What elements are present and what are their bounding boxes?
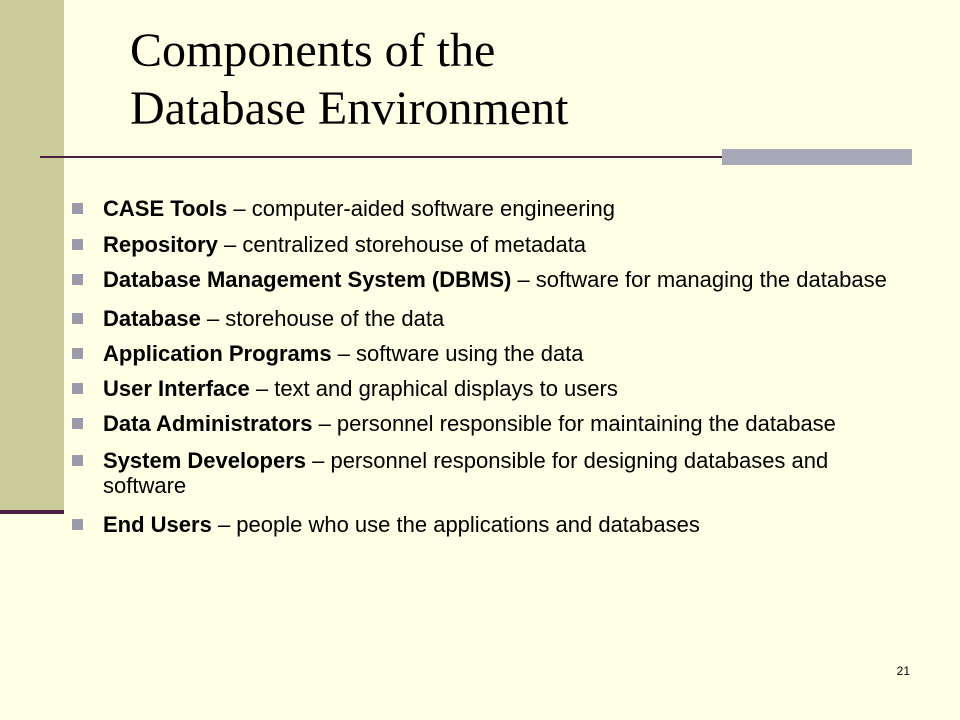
square-bullet-icon [72,383,83,394]
component-term: Application Programs [103,341,332,366]
component-description: – centralized storehouse of metadata [217,232,587,257]
square-bullet-icon [72,418,83,429]
component-term: System Developers [103,448,306,473]
component-term: Data Administrators [103,411,313,436]
component-description: – personnel responsible for maintaining the database [312,411,836,436]
component-term: Repository [103,232,218,257]
slide-title-line-1: Components of the [130,24,496,77]
component-term: Database Management System (DBMS) [103,267,512,292]
component-description: – software for managing the database [511,267,887,292]
component-term: CASE Tools [103,196,228,221]
square-bullet-icon [72,455,83,466]
square-bullet-icon [72,274,83,285]
list-item [72,376,902,401]
component-description: – computer-aided software engineering [227,196,615,221]
component-list [72,196,902,537]
list-item [72,196,902,221]
page-number: 21 [896,664,910,678]
component-description: – storehouse of the data [200,306,445,331]
square-bullet-icon [72,239,83,250]
list-item [72,341,902,366]
slide-title [130,22,890,138]
square-bullet-icon [72,203,83,214]
list-item [72,448,902,498]
component-description: – people who use the applications and databases [211,512,700,537]
left-decorative-bar [0,0,64,512]
component-term: End Users [103,512,212,537]
square-bullet-icon [72,519,83,530]
list-item [72,232,902,257]
component-description: – text and graphical displays to users [249,376,618,401]
component-description: – personnel responsible for designing databases and software [103,448,829,498]
slide-title-line-2: Database Environment [130,82,569,135]
list-item [72,267,902,292]
title-accent-bar [722,149,912,165]
component-description: – software using the data [331,341,584,366]
list-item [72,411,902,436]
square-bullet-icon [72,348,83,359]
component-term: User Interface [103,376,250,401]
component-term: Database [103,306,201,331]
list-item [72,512,902,537]
list-item [72,306,902,331]
square-bullet-icon [72,313,83,324]
left-bar-rule [0,510,64,514]
